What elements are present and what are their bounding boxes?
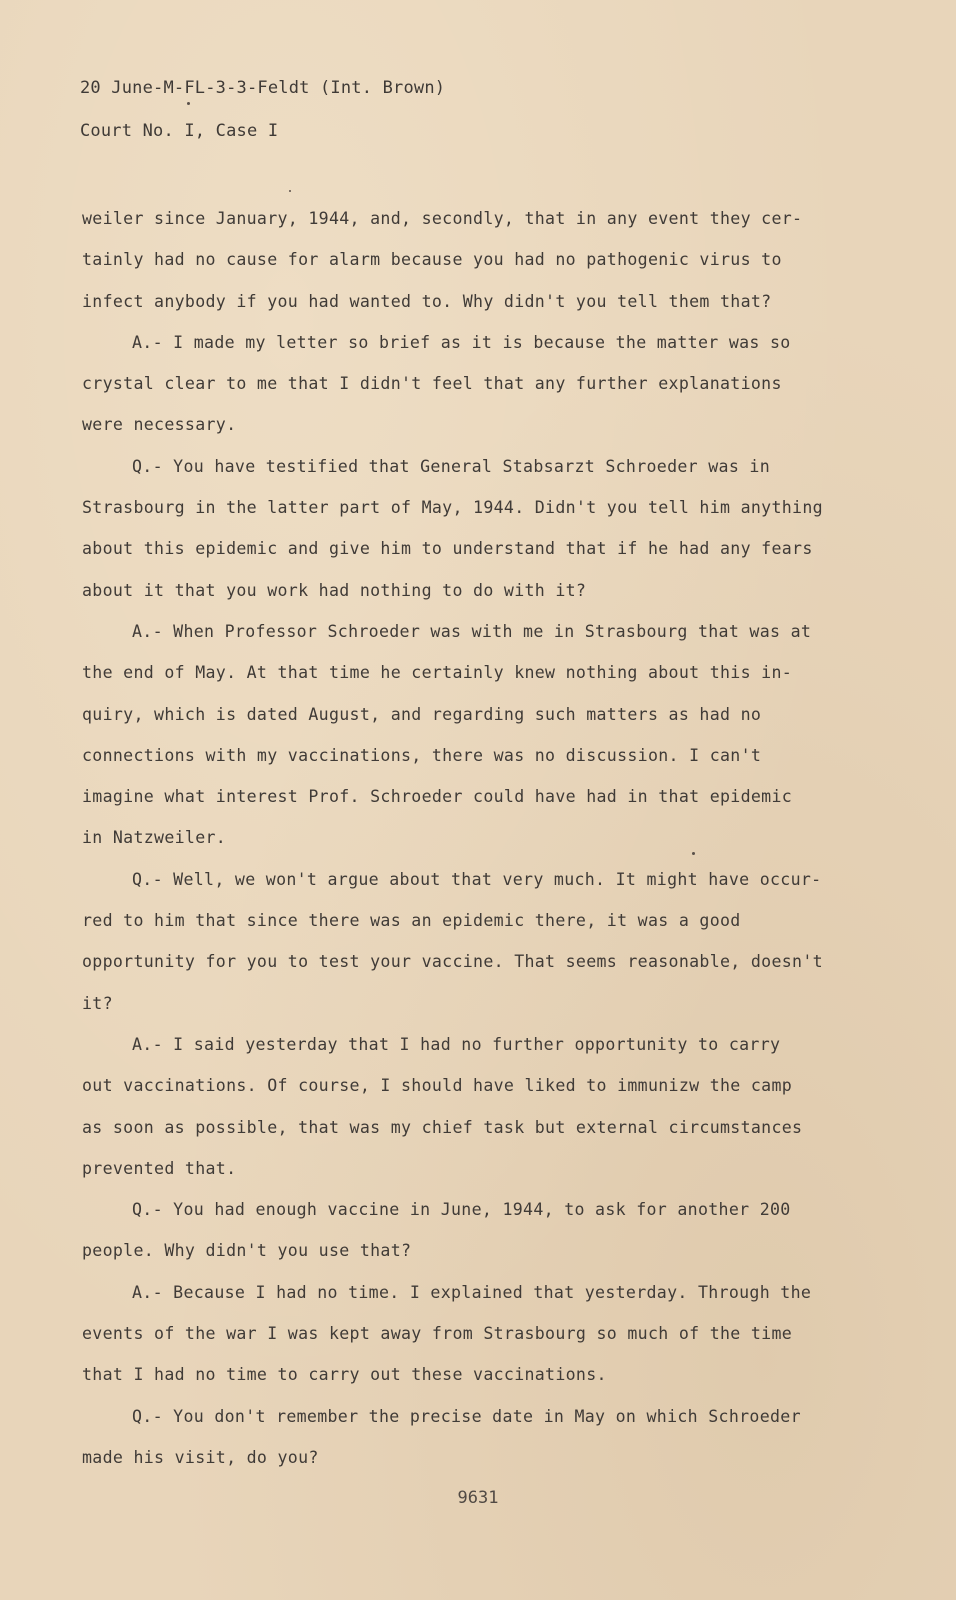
text-line: imagine what interest Prof. Schroeder could have had in that epidemic (82, 787, 793, 807)
question-line: Q.- Well, we won't argue about that very much. It might have occur- (132, 869, 822, 889)
answer-line: A.- I said yesterday that I had no further opportunity to carry (132, 1034, 781, 1054)
text-line: made his visit, do you? (82, 1447, 319, 1467)
text-line: infect anybody if you had wanted to. Why didn't you tell them that? (82, 291, 772, 311)
question-line: Q.- You don't remember the precise date in May on which Schroeder (132, 1406, 801, 1426)
header-court-line: Court No. I, Case I (80, 121, 279, 141)
paper-speck (289, 190, 291, 192)
text-line: prevented that. (82, 1158, 237, 1178)
text-line: Strasbourg in the latter part of May, 1944. Didn't you tell him anything (82, 498, 823, 518)
header-case-line: 20 June-M-FL-3-3-Feldt (Int. Brown) (80, 78, 446, 98)
text-line: out vaccinations. Of course, I should have liked to immunizw the camp (82, 1076, 793, 1096)
page-number: 9631 (457, 1488, 499, 1508)
text-line: opportunity for you to test your vaccine. That seems reasonable, doesn't (82, 952, 823, 972)
text-line: red to him that since there was an epidemic there, it was a good (82, 911, 741, 931)
text-line: about it that you work had nothing to do with it? (82, 580, 587, 600)
answer-line: A.- I made my letter so brief as it is because the matter was so (132, 332, 791, 352)
text-line: people. Why didn't you use that? (82, 1241, 412, 1261)
question-line: Q.- You had enough vaccine in June, 1944, to ask for another 200 (132, 1200, 791, 1220)
paper-speck (187, 102, 190, 105)
paper-speck (692, 852, 695, 855)
question-line: Q.- You have testified that General Stabsarzt Schroeder was in (132, 456, 770, 476)
text-line: connections with my vaccinations, there was no discussion. I can't (82, 745, 762, 765)
text-line: tainly had no cause for alarm because you had no pathogenic virus to (82, 250, 782, 270)
answer-line: A.- When Professor Schroeder was with me in Strasbourg that was at (132, 621, 812, 641)
text-line: events of the war I was kept away from Strasbourg so much of the time (82, 1324, 793, 1344)
text-line: weiler since January, 1944, and, secondly, that in any event they cer- (82, 209, 803, 228)
text-line: it? (82, 993, 113, 1013)
text-line: quiry, which is dated August, and regarding such matters as had no (82, 704, 762, 724)
transcript-body (82, 198, 862, 1478)
text-line: that I had no time to carry out these vaccinations. (82, 1365, 607, 1385)
text-line: the end of May. At that time he certainly knew nothing about this in- (82, 663, 793, 683)
answer-line: A.- Because I had no time. I explained that yesterday. Through the (132, 1282, 812, 1302)
text-line: about this epidemic and give him to understand that if he had any fears (82, 539, 813, 559)
text-line: in Natzweiler. (82, 828, 227, 848)
text-line: crystal clear to me that I didn't feel that any further explanations (82, 374, 782, 394)
text-line: as soon as possible, that was my chief task but external circumstances (82, 1117, 803, 1137)
text-line: were necessary. (82, 415, 237, 435)
